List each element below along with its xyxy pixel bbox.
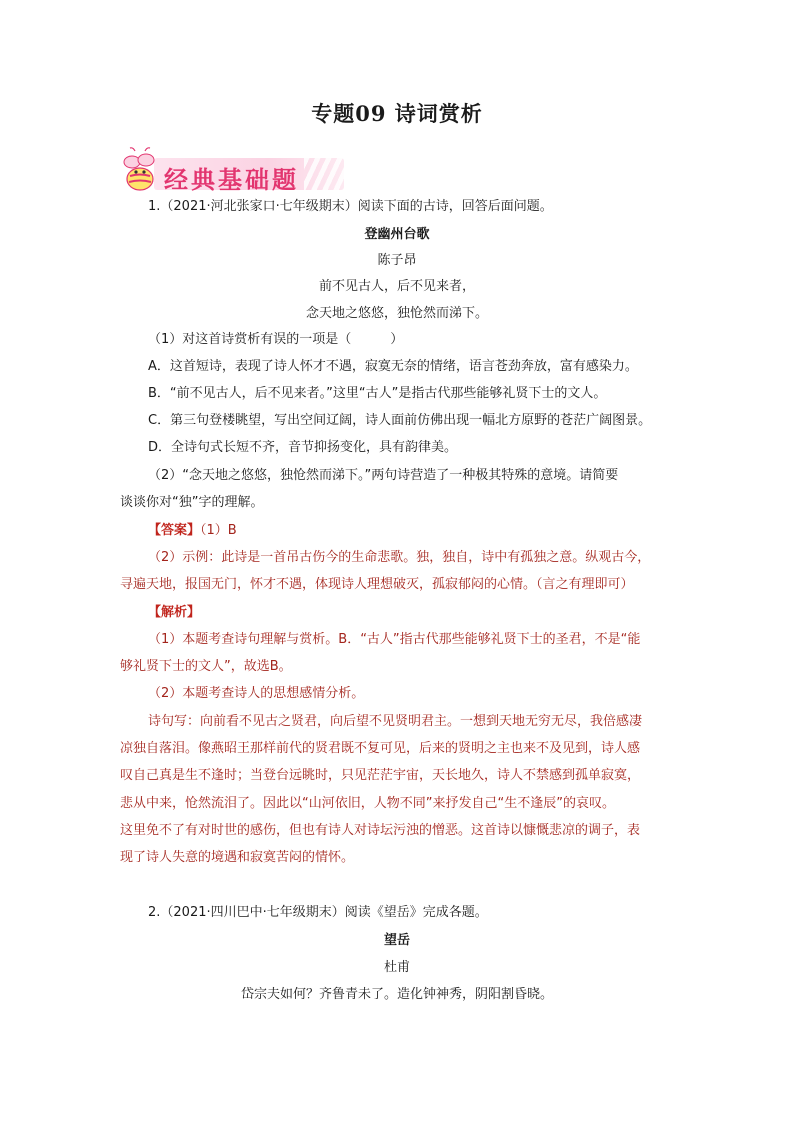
analysis-para-line-4: 悲从中来，怆然流泪了。因此以“山河依旧，人物不同”来抒发自己“生不逢辰”的哀叹。	[120, 796, 615, 811]
q1-sub-question-2-cont: 谈谈你对“独”字的理解。	[120, 495, 264, 510]
banner-stripes	[304, 158, 348, 190]
page-title: 专题09 诗词赏析	[311, 101, 483, 126]
q1-intro: 1.（2021·河北张家口·七年级期末）阅读下面的古诗，回答后面问题。	[148, 199, 553, 214]
answer-1: （1）B	[200, 523, 237, 538]
answer-block	[148, 522, 237, 540]
q1-sub-question-2: （2）“念天地之悠悠，独怆然而涕下。”两句诗营造了一种极其特殊的意境。请简要	[148, 468, 619, 483]
q1-option-a: A．这首短诗，表现了诗人怀才不遇，寂寞无奈的情绪，语言苍劲奔放，富有感染力。	[148, 359, 638, 374]
answer-tag: 【答案】	[148, 523, 201, 538]
q2-author: 杜甫	[383, 960, 410, 975]
q1-poem-line-1: 前不见古人，后不见来者，	[318, 279, 475, 294]
q1-option-b: B．“前不见古人，后不见来者。”这里“古人”是指古代那些能够礼贤下士的文人。	[148, 386, 607, 401]
q2-intro: 2.（2021·四川巴中·七年级期末）阅读《望岳》完成各题。	[148, 905, 488, 920]
q2-poem-title: 望岳	[383, 933, 410, 948]
banner-text: 经典基础题	[164, 166, 299, 194]
q1-sub-question-1: （1）对这首诗赏析有误的一项是（ ）	[148, 332, 404, 347]
q1-poem-line-2: 念天地之悠悠，独怆然而涕下。	[305, 306, 488, 321]
analysis-2: （2）本题考查诗人的思想感情分析。	[148, 686, 365, 701]
analysis-1-line-2: 够礼贤下士的文人”，故选B。	[120, 659, 292, 674]
q1-poem-title: 登幽州台歌	[364, 227, 430, 242]
answer-2-line-2: 寻遍天地，报国无门，怀才不遇，体现诗人理想破灭，孤寂郁闷的心情。（言之有理即可）	[120, 577, 634, 592]
analysis-tag: 【解析】	[148, 605, 201, 620]
analysis-para-line-3: 叹自己真是生不逢时；当登台远眺时，只见茫茫宇宙，天长地久，诗人不禁感到孤单寂寞，	[120, 768, 641, 783]
q1-author: 陈子昂	[377, 253, 417, 268]
analysis-para-line-5: 这里免不了有对时世的感伤，但也有诗人对诗坛污浊的憎恶。这首诗以慷慨悲凉的调子，表	[120, 823, 641, 838]
analysis-1-line-1: （1）本题考查诗句理解与赏析。B．“古人”指古代那些能够礼贤下士的圣君，不是“能	[148, 632, 641, 647]
section-banner	[118, 146, 348, 200]
q1-option-d: D．全诗句式长短不齐，音节抑扬变化，具有韵律美。	[148, 440, 458, 455]
q1-option-c: C．第三句登楼眺望，写出空间辽阔，诗人面前仿佛出现一幅北方原野的苍茫广阔图景。	[148, 413, 652, 428]
answer-2-line-1: （2）示例：此诗是一首吊古伤今的生命悲歌。独，独自，诗中有孤独之意。纵观古今，	[148, 550, 651, 565]
analysis-para-line-2: 凉独自落泪。像燕昭王那样前代的贤君既不复可见，后来的贤明之主也来不及见到，诗人感	[120, 741, 641, 756]
analysis-para-line-6: 现了诗人失意的境遇和寂寞苦闷的情怀。	[120, 850, 355, 865]
analysis-para-line-1: 诗句写：向前看不见古之贤君，向后望不见贤明君主。一想到天地无穷无尽，我倍感凄	[148, 714, 643, 729]
bee-icon	[118, 146, 162, 200]
q2-poem-line-1: 岱宗夫如何？齐鲁青未了。造化钟神秀，阴阳割昏晓。	[240, 987, 553, 1002]
